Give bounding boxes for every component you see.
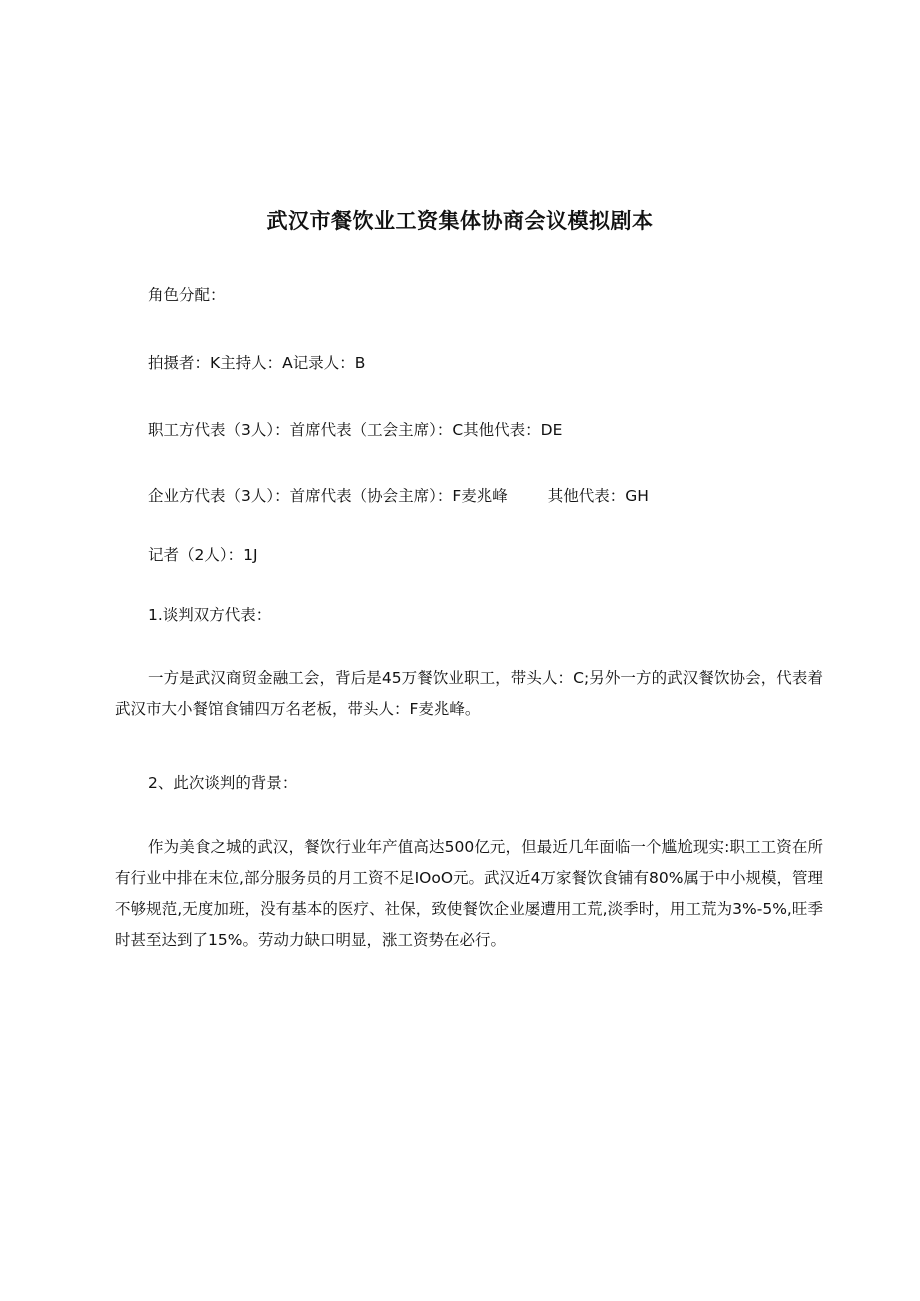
employer-reps-chief: 企业方代表（3人）：首席代表（协会主席）：F麦兆峰 [148,487,508,505]
roles-line-employee-reps: 职工方代表（3人）：首席代表（工会主席）：C其他代表：DE [148,421,563,439]
roles-line-employer-reps [148,484,649,506]
roles-heading: 角色分配： [148,286,226,304]
section-2-body: 作为美食之城的武汉，餐饮行业年产值高达500亿元，但最近几年面临一个尴尬现实:职工工资在所有行业中排在末位,部分服务员的月工资不足IOoO元。武汉近4万家餐饮食铺有80%属于中小规模，管理不够规范,无度加班，没有基本的医疗、社保，致使餐饮企业屡遭用工荒,淡季时，用工荒为3%-5%,旺季时甚至达到了15%。劳动力缺口明显，涨工资势在必行。 [115,838,823,949]
document-title: 武汉市餐饮业工资集体协商会议模拟剧本 [266,209,654,233]
roles-line-crew: 拍摄者：K主持人：A记录人：B [148,354,366,372]
section-2-heading: 2、此次谈判的背景： [148,774,298,792]
section-1-heading: 1.谈判双方代表： [148,606,272,624]
employer-reps-others: 其他代表：GH [547,487,649,505]
roles-line-reporters: 记者（2人）：1J [148,546,258,564]
section-1-body: 一方是武汉商贸金融工会，背后是45万餐饮业职工，带头人：C;另外一方的武汉餐饮协会，代表着武汉市大小餐馆食铺四万名老板，带头人：F麦兆峰。 [115,669,823,718]
